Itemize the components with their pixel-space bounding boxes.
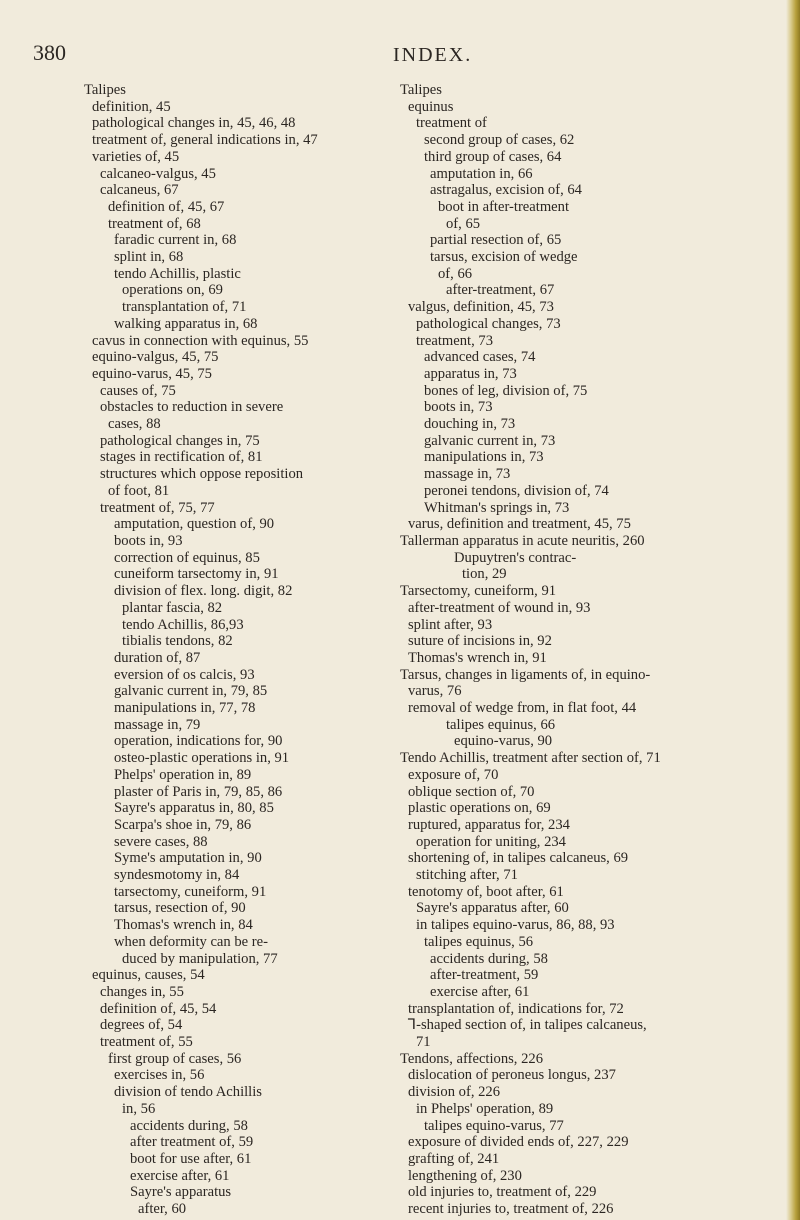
index-entry: ruptured, apparatus for, 234 xyxy=(408,816,570,833)
index-entry: Sayre's apparatus after, 60 xyxy=(416,900,569,917)
index-entry: boots in, 73 xyxy=(424,399,493,416)
index-entry: division of tendo Achillis xyxy=(114,1084,262,1101)
index-entry: varus, definition and treatment, 45, 75 xyxy=(408,516,631,533)
index-entry: treatment, 73 xyxy=(416,332,493,349)
index-entry: boot for use after, 61 xyxy=(130,1151,252,1167)
index-entry: eversion of os calcis, 93 xyxy=(114,666,255,683)
index-entry: changes in, 55 xyxy=(100,983,184,1000)
index-entry: Thomas's wrench in, 84 xyxy=(114,917,253,934)
index-entry: equino-valgus, 45, 75 xyxy=(92,349,219,366)
index-entry: plastic operations on, 69 xyxy=(408,800,551,817)
left-column xyxy=(84,82,384,1218)
index-entry: cases, 88 xyxy=(108,416,161,433)
index-entry: osteo-plastic operations in, 91 xyxy=(114,750,290,767)
index-entry: tibialis tendons, 82 xyxy=(122,633,233,650)
index-entry: obstacles to reduction in severe xyxy=(100,399,284,416)
index-entry: talipes equinus, 66 xyxy=(446,716,556,733)
index-entry: duced by manipulation, 77 xyxy=(122,950,278,967)
right-column xyxy=(400,82,775,1218)
index-entry: in talipes equino-varus, 86, 88, 93 xyxy=(416,917,615,934)
index-entry: tarsectomy, cuneiform, 91 xyxy=(114,883,267,900)
index-entry: faradic current in, 68 xyxy=(114,232,237,249)
index-entry: treatment of, 55 xyxy=(100,1034,193,1051)
index-entry: exercise after, 61 xyxy=(130,1167,230,1184)
index-entry: accidents during, 58 xyxy=(130,1117,248,1134)
index-entry: Talipes xyxy=(84,82,126,98)
index-entry: treatment of, 68 xyxy=(108,215,201,232)
index-entry: cuneiform tarsectomy in, 91 xyxy=(114,566,279,583)
index-entry: recent injuries to, treatment of, 226 xyxy=(408,1201,614,1218)
index-entry: definition, 45 xyxy=(92,98,171,115)
index-entry: after-treatment, 67 xyxy=(446,282,555,299)
index-entry: in, 56 xyxy=(122,1100,156,1117)
index-entry: exposure of, 70 xyxy=(408,766,499,783)
index-entry: after, 60 xyxy=(138,1201,187,1218)
index-entry: when deformity can be re- xyxy=(114,933,268,950)
index-entry: 71 xyxy=(416,1034,431,1051)
index-entry: boots in, 93 xyxy=(114,532,183,549)
index-entry: second group of cases, 62 xyxy=(424,132,575,149)
index-entry: tendo Achillis, plastic xyxy=(114,265,241,282)
index-entry: splint in, 68 xyxy=(114,249,184,266)
index-entry: ⅂-shaped section of, in talipes calcaneus, xyxy=(408,1017,647,1034)
index-entry: varus, 76 xyxy=(408,683,462,700)
index-entry: of, 65 xyxy=(446,215,481,232)
index-entry: talipes equino-varus, 77 xyxy=(424,1117,564,1134)
index-entry: pathological changes, 73 xyxy=(416,315,561,332)
index-entry: bones of leg, division of, 75 xyxy=(424,382,588,399)
index-entry: exposure of divided ends of, 227, 229 xyxy=(408,1134,629,1151)
index-entry: exercises in, 56 xyxy=(114,1067,205,1084)
index-entry: severe cases, 88 xyxy=(114,833,208,850)
index-entry: galvanic current in, 79, 85 xyxy=(114,683,268,700)
index-entry: tarsus, excision of wedge xyxy=(430,249,578,266)
index-entry: massage in, 79 xyxy=(114,716,201,733)
index-entry: suture of incisions in, 92 xyxy=(408,633,552,650)
index-entry: dislocation of peroneus longus, 237 xyxy=(408,1067,616,1084)
index-entry: douching in, 73 xyxy=(424,416,516,433)
index-entry: calcaneus, 67 xyxy=(100,182,179,199)
index-entry: after treatment of, 59 xyxy=(130,1134,254,1151)
index-entry: partial resection of, 65 xyxy=(430,232,562,249)
index-entry: equino-varus, 45, 75 xyxy=(92,365,212,382)
index-entry: equinus, causes, 54 xyxy=(92,967,205,984)
index-entry: of, 66 xyxy=(438,265,473,282)
index-entry: Tendo Achillis, treatment after section of, 71 xyxy=(400,750,661,767)
index-entry: in Phelps' operation, 89 xyxy=(416,1100,554,1117)
index-entry: Sayre's apparatus in, 80, 85 xyxy=(114,800,274,817)
index-entry: lengthening of, 230 xyxy=(408,1167,522,1184)
index-entry: division of, 226 xyxy=(408,1084,501,1101)
index-entry: tendo Achillis, 86,93 xyxy=(122,616,244,633)
index-entry: stages in rectification of, 81 xyxy=(100,449,263,466)
index-entry: accidents during, 58 xyxy=(430,950,548,967)
index-entry: pathological changes in, 75 xyxy=(100,432,260,449)
index-entry: plaster of Paris in, 79, 85, 86 xyxy=(114,783,283,800)
index-entry: walking apparatus in, 68 xyxy=(114,315,258,332)
index-entry: Syme's amputation in, 90 xyxy=(114,850,262,867)
index-entry: division of flex. long. digit, 82 xyxy=(114,583,293,600)
index-entry: first group of cases, 56 xyxy=(108,1050,242,1067)
index-entry: equino-varus, 90 xyxy=(454,733,553,750)
index-entry: degrees of, 54 xyxy=(100,1017,183,1034)
index-entry: operation, indications for, 90 xyxy=(114,733,283,750)
index-entry: tarsus, resection of, 90 xyxy=(114,900,246,917)
index-entry: peronei tendons, division of, 74 xyxy=(424,482,609,499)
page-number: 380 xyxy=(33,40,66,65)
index-entry: third group of cases, 64 xyxy=(424,148,562,165)
index-entry: structures which oppose reposition xyxy=(100,466,304,483)
index-entry: old injuries to, treatment of, 229 xyxy=(408,1184,597,1201)
index-entry: duration of, 87 xyxy=(114,649,201,666)
index-entry: correction of equinus, 85 xyxy=(114,549,260,566)
index-entry: cavus in connection with equinus, 55 xyxy=(92,332,309,349)
index-entry: treatment of, general indications in, 47 xyxy=(92,132,318,149)
index-entry: amputation in, 66 xyxy=(430,165,533,182)
index-entry: pathological changes in, 45, 46, 48 xyxy=(92,115,296,132)
index-entry: treatment of, 75, 77 xyxy=(100,499,215,516)
index-entry: definition of, 45, 54 xyxy=(100,1000,217,1017)
index-entry: Sayre's apparatus xyxy=(130,1184,232,1201)
index-entry: apparatus in, 73 xyxy=(424,365,517,382)
index-entry: definition of, 45, 67 xyxy=(108,198,225,215)
index-entry: Scarpa's shoe in, 79, 86 xyxy=(114,816,252,833)
index-entry: Tarsus, changes in ligaments of, in equino- xyxy=(400,666,651,683)
index-entry: manipulations in, 73 xyxy=(424,449,544,466)
index-entry: tion, 29 xyxy=(462,566,507,583)
index-entry: operations on, 69 xyxy=(122,282,223,299)
index-entry: advanced cases, 74 xyxy=(424,349,536,366)
index-entry: varieties of, 45 xyxy=(92,148,180,165)
index-entry: splint after, 93 xyxy=(408,616,493,633)
index-entry: treatment of xyxy=(416,115,487,132)
index-entry: Dupuytren's contrac- xyxy=(454,549,577,566)
index-entry: causes of, 75 xyxy=(100,382,176,399)
index-entry: operation for uniting, 234 xyxy=(416,833,566,850)
index-entry: exercise after, 61 xyxy=(430,983,530,1000)
index-entry: valgus, definition, 45, 73 xyxy=(408,299,554,316)
index-entry: Whitman's springs in, 73 xyxy=(424,499,570,516)
index-entry: of foot, 81 xyxy=(108,482,170,499)
index-entry: Tallerman apparatus in acute neuritis, 260 xyxy=(400,532,645,549)
index-entry: stitching after, 71 xyxy=(416,867,518,884)
index-entry: boot in after-treatment xyxy=(438,198,569,215)
index-entry: shortening of, in talipes calcaneus, 69 xyxy=(408,850,629,867)
index-entry: Tendons, affections, 226 xyxy=(400,1050,543,1067)
index-entry: massage in, 73 xyxy=(424,466,511,483)
index-entry: astragalus, excision of, 64 xyxy=(430,182,582,199)
index-entry: galvanic current in, 73 xyxy=(424,432,556,449)
index-entry: amputation, question of, 90 xyxy=(114,516,275,533)
index-entry: talipes equinus, 56 xyxy=(424,933,534,950)
index-entry: syndesmotomy in, 84 xyxy=(114,867,240,884)
index-entry: after-treatment, 59 xyxy=(430,967,539,984)
page-header xyxy=(0,40,800,74)
index-entry: after-treatment of wound in, 93 xyxy=(408,599,591,616)
index-entry: removal of wedge from, in flat foot, 44 xyxy=(408,700,637,717)
index-entry: transplantation of, 71 xyxy=(122,299,247,316)
index-entry: transplantation of, indications for, 72 xyxy=(408,1000,624,1017)
index-entry: Tarsectomy, cuneiform, 91 xyxy=(400,583,557,600)
index-entry: plantar fascia, 82 xyxy=(122,599,223,616)
index-entry: Talipes xyxy=(400,82,442,98)
index-entry: Phelps' operation in, 89 xyxy=(114,766,252,783)
running-head: INDEX. xyxy=(393,44,473,66)
index-entry: oblique section of, 70 xyxy=(408,783,535,800)
index-entry: equinus xyxy=(408,98,454,115)
index-entry: grafting of, 241 xyxy=(408,1151,500,1167)
index-entry: Thomas's wrench in, 91 xyxy=(408,649,547,666)
page-edge xyxy=(786,0,800,1220)
index-entry: calcaneo-valgus, 45 xyxy=(100,165,216,182)
index-entry: tenotomy of, boot after, 61 xyxy=(408,883,564,900)
index-entry: manipulations in, 77, 78 xyxy=(114,700,256,717)
